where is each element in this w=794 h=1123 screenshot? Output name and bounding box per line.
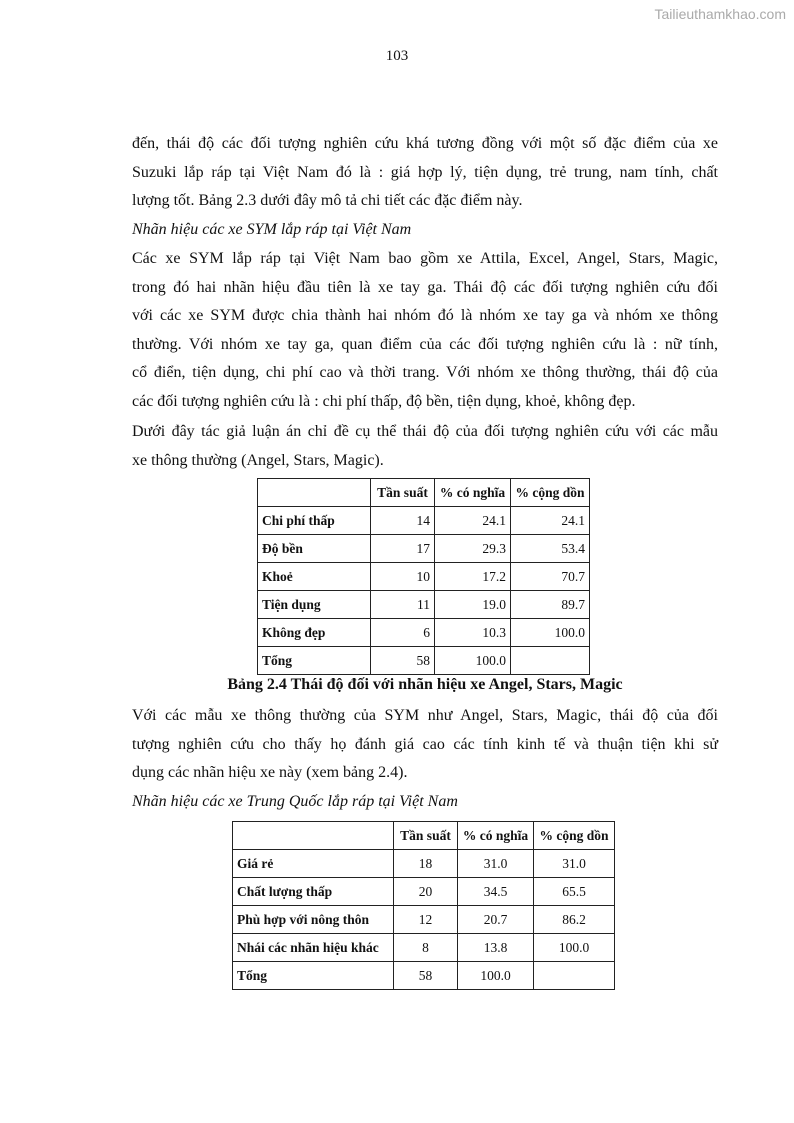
table-row <box>233 906 615 934</box>
cell-cumulative-percent: 31.0 <box>534 850 615 878</box>
cell-valid-percent: 34.5 <box>458 878 534 906</box>
cell-frequency: 12 <box>394 906 458 934</box>
text-line: Dưới đây tác giả luận án chỉ đề cụ thể thái độ của đối tượng nghiên cứu với các mẫu <box>132 423 718 440</box>
row-label: Giá rẻ <box>233 850 394 878</box>
cell-valid-percent: 31.0 <box>458 850 534 878</box>
cell-frequency: 10 <box>371 563 435 591</box>
row-label: Tổng <box>233 962 394 990</box>
text-line: Với các mẫu xe thông thường của SYM như Angel, Stars, Magic, thái độ của đối <box>132 707 718 724</box>
cell-frequency: 58 <box>394 962 458 990</box>
cell-cumulative-percent: 100.0 <box>511 619 590 647</box>
cell-cumulative-percent: 86.2 <box>534 906 615 934</box>
table-row <box>258 619 590 647</box>
header-cell <box>233 822 394 850</box>
text-line: xe thông thường (Angel, Stars, Magic). <box>132 451 384 469</box>
header-cell: % cộng dồn <box>511 479 590 507</box>
cell-frequency: 18 <box>394 850 458 878</box>
cell-valid-percent: 100.0 <box>458 962 534 990</box>
paragraph-sym <box>132 245 718 416</box>
cell-cumulative-percent: 53.4 <box>511 535 590 563</box>
text-line: Suzuki lắp ráp tại Việt Nam đó là : giá hợp lý, tiện dụng, trẻ trung, nam tính, chất <box>132 163 718 181</box>
row-label: Phù hợp với nông thôn <box>233 906 394 934</box>
table-row <box>233 878 615 906</box>
cell-valid-percent: 29.3 <box>435 535 511 563</box>
text-line: với các xe SYM được chia thành hai nhóm đó là nhóm xe tay ga và nhóm xe thông <box>132 307 718 324</box>
text-line: tượng nghiên cứu cho thấy họ đánh giá cao các tính kinh tế và thuận tiện khi sử <box>132 735 718 753</box>
cell-valid-percent: 24.1 <box>435 507 511 535</box>
table-row <box>233 934 615 962</box>
table-angel-stars-magic <box>257 478 590 675</box>
cell-valid-percent: 19.0 <box>435 591 511 619</box>
header-cell: Tần suất <box>371 479 435 507</box>
table-row <box>258 591 590 619</box>
text-line: thường. Với nhóm xe tay ga, quan điểm của các đối tượng nghiên cứu là : nữ tính, <box>132 335 718 353</box>
cell-cumulative-percent: 65.5 <box>534 878 615 906</box>
cell-frequency: 14 <box>371 507 435 535</box>
table-chinese-brands <box>232 821 615 990</box>
text-line: đến, thái độ các đối tượng nghiên cứu khá tương đồng với một số đặc điểm của xe <box>132 135 718 152</box>
cell-frequency: 8 <box>394 934 458 962</box>
watermark: Tailieuthamkhao.com <box>654 6 786 22</box>
table-caption: Bảng 2.4 Thái độ đối với nhãn hiệu xe Angel, Stars, Magic <box>227 676 623 693</box>
text-line: trong đó hai nhãn hiệu đầu tiên là xe tay ga. Thái độ các đối tượng nghiên cứu đối <box>132 278 718 296</box>
cell-valid-percent: 100.0 <box>435 647 511 675</box>
row-label: Chất lượng thấp <box>233 878 394 906</box>
cell-valid-percent: 10.3 <box>435 619 511 647</box>
header-cell: Tần suất <box>394 822 458 850</box>
row-label: Chi phí thấp <box>258 507 371 535</box>
row-label: Không đẹp <box>258 619 371 647</box>
cell-cumulative-percent: 89.7 <box>511 591 590 619</box>
cell-cumulative-percent <box>511 647 590 675</box>
paragraph-sym-conclusion <box>132 702 718 788</box>
table-row-total <box>258 647 590 675</box>
row-label: Tổng <box>258 647 371 675</box>
cell-cumulative-percent: 24.1 <box>511 507 590 535</box>
table-row-total <box>233 962 615 990</box>
row-label: Nhái các nhãn hiệu khác <box>233 934 394 962</box>
text-line: dụng các nhãn hiệu xe này (xem bảng 2.4). <box>132 764 408 781</box>
page-number: 103 <box>385 48 409 64</box>
paragraph-suzuki <box>132 130 718 216</box>
header-cell: % có nghĩa <box>435 479 511 507</box>
cell-cumulative-percent: 70.7 <box>511 563 590 591</box>
table-row <box>258 563 590 591</box>
cell-cumulative-percent <box>534 962 615 990</box>
header-cell: % cộng dồn <box>534 822 615 850</box>
cell-frequency: 58 <box>371 647 435 675</box>
text-line: lượng tốt. Bảng 2.3 dưới đây mô tả chi tiết các đặc điểm này. <box>132 192 523 209</box>
cell-frequency: 17 <box>371 535 435 563</box>
row-label: Độ bền <box>258 535 371 563</box>
table-header-row <box>233 822 615 850</box>
table-header-row <box>258 479 590 507</box>
cell-valid-percent: 20.7 <box>458 906 534 934</box>
paragraph-intro-table <box>132 418 718 475</box>
heading-china: Nhãn hiệu các xe Trung Quốc lắp ráp tại Việt Nam <box>132 793 458 810</box>
table-row <box>258 535 590 563</box>
cell-valid-percent: 17.2 <box>435 563 511 591</box>
text-line: Các xe SYM lắp ráp tại Việt Nam bao gồm xe Attila, Excel, Angel, Stars, Magic, <box>132 250 718 267</box>
cell-frequency: 20 <box>394 878 458 906</box>
cell-cumulative-percent: 100.0 <box>534 934 615 962</box>
table-row <box>258 507 590 535</box>
text-line: các đối tượng nghiên cứu là : chi phí thấp, độ bền, tiện dụng, khoẻ, không đẹp. <box>132 392 636 410</box>
header-cell <box>258 479 371 507</box>
heading-sym: Nhãn hiệu các xe SYM lắp ráp tại Việt Nam <box>132 221 412 238</box>
cell-valid-percent: 13.8 <box>458 934 534 962</box>
text-line: cổ điển, tiện dụng, chi phí cao và thời trang. Với nhóm xe thông thường, thái độ của <box>132 364 718 381</box>
header-cell: % có nghĩa <box>458 822 534 850</box>
cell-frequency: 6 <box>371 619 435 647</box>
cell-frequency: 11 <box>371 591 435 619</box>
table-row <box>233 850 615 878</box>
row-label: Tiện dụng <box>258 591 371 619</box>
row-label: Khoẻ <box>258 563 371 591</box>
